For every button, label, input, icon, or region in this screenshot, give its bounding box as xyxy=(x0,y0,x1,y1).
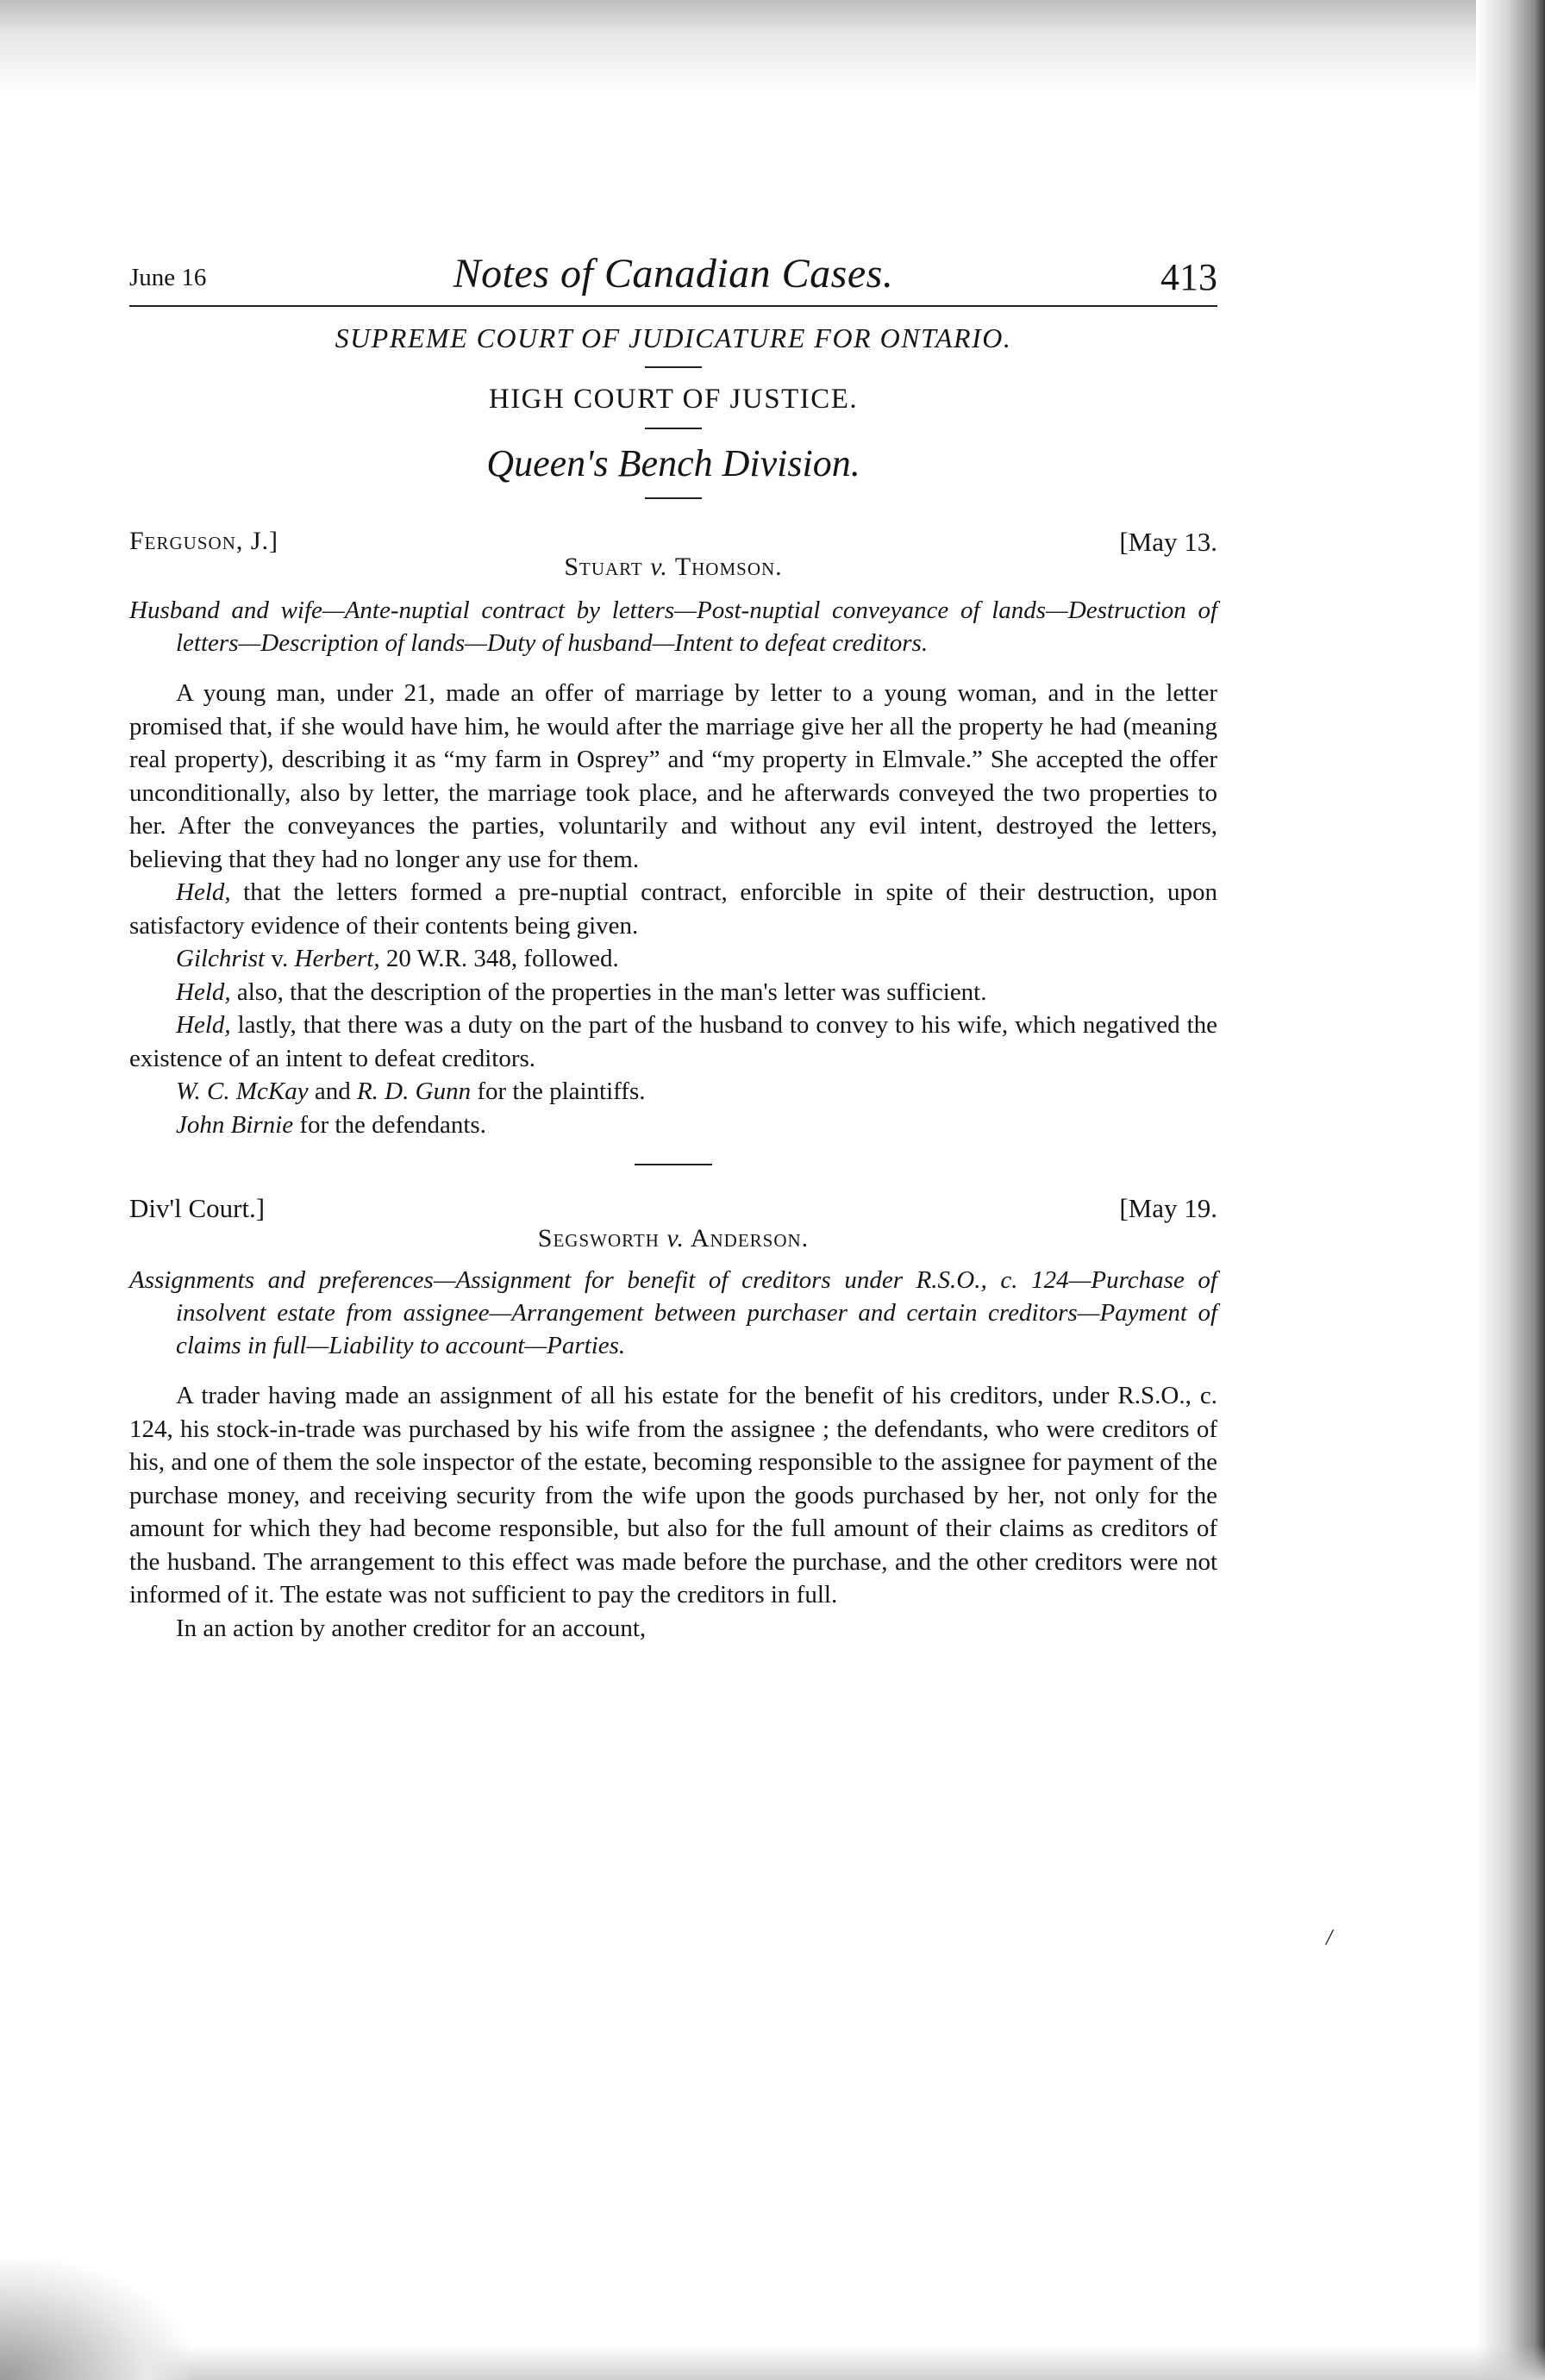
holding xyxy=(129,976,1217,1009)
headnote: Husband and wife—Ante-nuptial contract by letters—Post-nuptial conveyance of lands—Destruction of letters—Description of lands—Duty of husband—Intent to defeat creditors. xyxy=(129,597,1217,657)
scan-shadow-corner xyxy=(0,2259,190,2380)
divider xyxy=(645,428,702,429)
page-number: 413 xyxy=(1160,256,1217,298)
held-label: Held, xyxy=(176,978,231,1006)
citation xyxy=(129,942,1217,976)
running-head-title: Notes of Canadian Cases. xyxy=(453,251,894,297)
holding-text: lastly, that there was a duty on the part of the husband to convey to his wife, which negatived the existence of an intent to defeat creditors. xyxy=(129,1011,1217,1072)
divider xyxy=(645,497,702,499)
case-title xyxy=(129,553,1217,582)
case-versus: v. xyxy=(650,553,668,581)
running-head xyxy=(129,250,1217,307)
case-plaintiff: Stuart xyxy=(564,553,643,581)
counsel-role: for the plaintiffs. xyxy=(471,1078,646,1105)
citation-plaintiff: Gilchrist xyxy=(176,945,266,972)
case-action: In an action by another creditor for an account, xyxy=(176,1614,647,1642)
headnote: Assignments and preferences—Assignment for benefit of creditors under R.S.O., c. 124—Purchase of insolvent estate from assignee—Arrangement between purchaser and certain creditors—Payment of claims in full—Liability to account—Parties. xyxy=(129,1266,1217,1359)
citation-versus: v. xyxy=(265,945,295,972)
citation-defendant: Herbert, xyxy=(294,945,380,972)
page-content xyxy=(129,250,1217,1645)
held-label: Held, xyxy=(176,1011,231,1039)
case-versus: v. xyxy=(666,1224,685,1252)
case-title xyxy=(129,1224,1217,1253)
scan-shadow-binding xyxy=(1476,0,1545,2380)
division-heading: Queen's Bench Division. xyxy=(486,442,860,484)
case-plaintiff: Segsworth xyxy=(537,1224,660,1252)
case-date: [May 13. xyxy=(1119,527,1217,557)
case-header xyxy=(129,508,1217,590)
counsel-defendants xyxy=(129,1109,1217,1142)
case-defendant: Thomson. xyxy=(674,553,783,581)
counsel-name: R. D. Gunn xyxy=(356,1078,472,1105)
court-label: Div'l Court.] xyxy=(129,1193,266,1223)
scan-shadow-top xyxy=(0,0,1545,95)
held-label: Held, xyxy=(176,878,231,906)
court-name: SUPREME COURT OF JUDICATURE FOR ONTARIO. xyxy=(335,322,1012,353)
judge-name: Ferguson, J.] xyxy=(129,527,279,555)
case-facts: A trader having made an assignment of all his estate for the benefit of his creditors, under R.S.O., c. 124, his stock-in-trade was purchased by his wife from the assignee ; the defendants, who were creditors of his, and one of them the sole inspector of the estate, becoming responsible to the assignee for payment of the purchase money, and receiving security from the wife upon the goods purchased by her, not only for the amount for which they had become responsible, but also for the full amount of their claims as creditors of the husband. The arrangement to this effect was made before the purchase, and the other creditors were not informed of it. The estate was not sufficient to pay the creditors in full. xyxy=(129,1382,1217,1609)
counsel-plaintiffs xyxy=(129,1075,1217,1109)
scan-shadow-bottom xyxy=(0,2346,1545,2380)
holding-text: also, that the description of the properties in the man's letter was sufficient. xyxy=(230,978,987,1006)
counsel-name: John Birnie xyxy=(176,1110,294,1139)
margin-mark: / xyxy=(1326,1925,1333,1950)
holding xyxy=(129,876,1217,942)
case-date: [May 19. xyxy=(1119,1193,1217,1223)
divider xyxy=(645,366,702,368)
case-facts: A young man, under 21, made an offer of marriage by letter to a young woman, and in the letter promised that, if she would have him, he would after the marriage give her all the property he had (meaning real property), describing it as “my farm in Osprey” and “my property in Elmvale.” She accepted the offer unconditionally, also by letter, the marriage took place, and he afterwards conveyed the two properties to her. After the conveyances the parties, voluntarily and without any evil intent, destroyed the letters, believing that they had no longer any use for them. xyxy=(129,679,1217,873)
case-defendant: Anderson. xyxy=(690,1224,810,1252)
running-head-date: June 16 xyxy=(129,264,207,291)
high-court-heading: HIGH COURT OF JUSTICE. xyxy=(488,384,859,415)
counsel-conjunction: and xyxy=(308,1078,357,1105)
counsel-role: for the defendants. xyxy=(293,1110,486,1139)
case-separator xyxy=(635,1164,712,1165)
counsel-name: W. C. McKay xyxy=(176,1078,309,1105)
holding-text: that the letters formed a pre-nuptial contract, enforcible in spite of their destruction, upon satisfactory evidence of their contents being given. xyxy=(129,878,1217,940)
holding xyxy=(129,1009,1217,1075)
citation-reference: 20 W.R. 348, followed. xyxy=(379,945,619,972)
case-header xyxy=(129,1169,1217,1253)
